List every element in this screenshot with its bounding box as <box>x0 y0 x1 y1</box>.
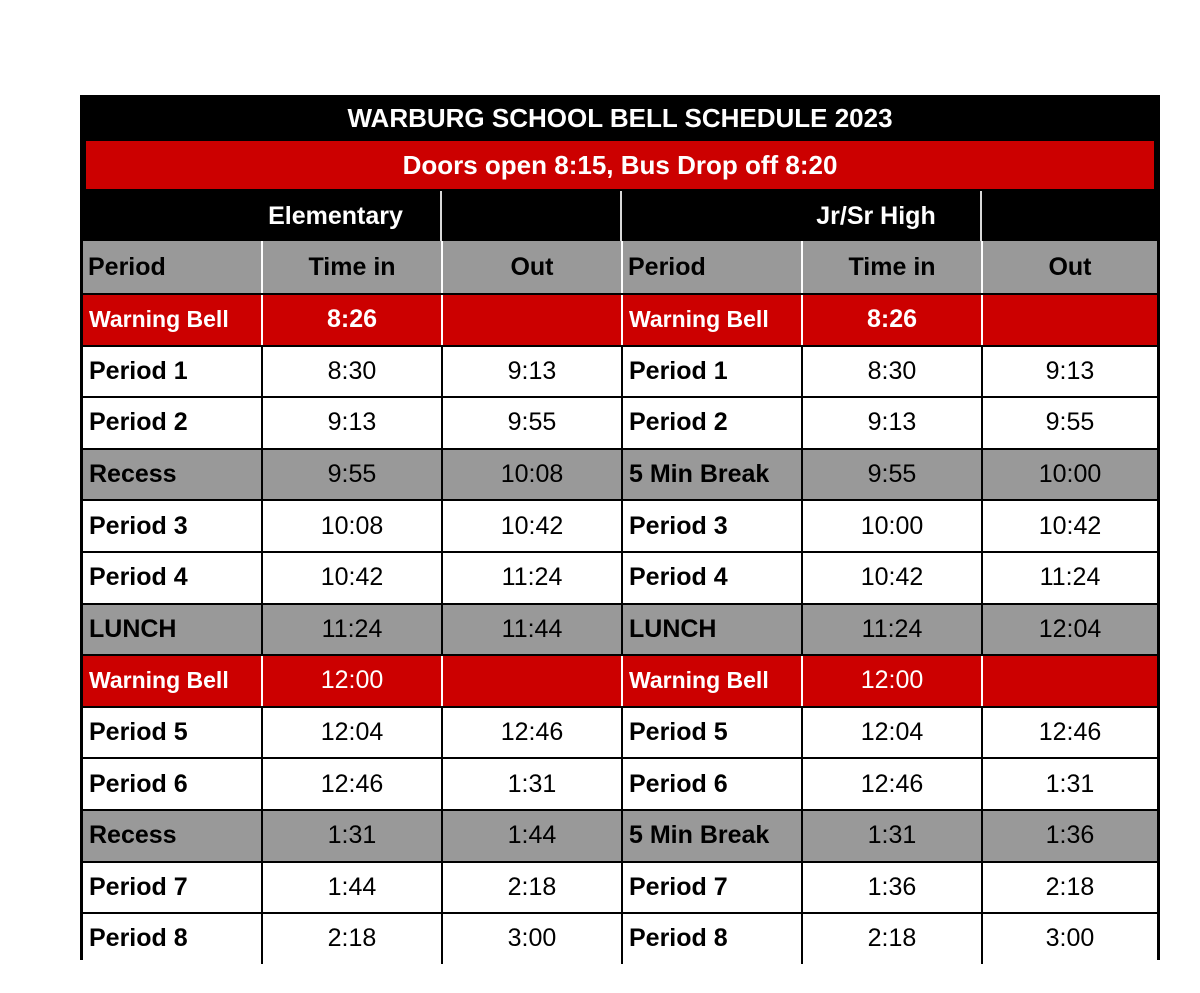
cell-jrsr-period: Warning Bell <box>621 656 801 706</box>
cell-elem-period: Period 4 <box>89 563 188 592</box>
cell-elem-time-in: 9:55 <box>261 450 441 500</box>
schedule-row <box>83 654 1157 706</box>
elementary-label: Elementary <box>268 201 403 230</box>
cell-jrsr-time-in: 2:18 <box>801 914 981 964</box>
level-header-row <box>83 191 1157 241</box>
bell-schedule-table <box>80 95 1160 960</box>
cell-jrsr-period: Period 2 <box>621 398 801 448</box>
schedule-row <box>83 345 1157 397</box>
doors-open-banner: Doors open 8:15, Bus Drop off 8:20 <box>86 141 1154 189</box>
cell-jrsr-time-in: 1:31 <box>801 811 981 861</box>
schedule-row <box>83 603 1157 655</box>
cell-elem-period: Period 3 <box>89 511 188 540</box>
cell-elem-out: 3:00 <box>441 914 621 964</box>
cell-jrsr-out: 1:31 <box>981 759 1157 809</box>
column-header-period: Period <box>88 252 166 281</box>
cell-elem-out: 10:08 <box>441 450 621 500</box>
cell-jrsr-time-in: 8:26 <box>801 295 981 345</box>
cell-jrsr-period: Period 3 <box>621 501 801 551</box>
cell-jrsr-time-in: 1:36 <box>801 863 981 913</box>
cell-jrsr-period: Period 7 <box>621 863 801 913</box>
cell-elem-period: Warning Bell <box>89 667 229 694</box>
cell-elem-out: 11:44 <box>441 605 621 655</box>
schedule-row <box>83 551 1157 603</box>
cell-jrsr-out: 1:36 <box>981 811 1157 861</box>
schedule-row <box>83 861 1157 913</box>
schedule-row <box>83 396 1157 448</box>
cell-jrsr-time-in: 10:00 <box>801 501 981 551</box>
cell-jrsr-period: Warning Bell <box>621 295 801 345</box>
cell-elem-time-in: 9:13 <box>261 398 441 448</box>
cell-elem-time-in: 12:04 <box>261 708 441 758</box>
level-divider <box>620 191 622 241</box>
cell-elem-out: 9:13 <box>441 347 621 397</box>
cell-jrsr-time-in: 10:42 <box>801 553 981 603</box>
cell-elem-period: Period 7 <box>89 872 188 901</box>
column-header-time-in: Time in <box>801 241 981 293</box>
cell-elem-time-in: 11:24 <box>261 605 441 655</box>
column-header-row <box>83 241 1157 293</box>
level-divider <box>440 191 442 241</box>
cell-jrsr-out: 11:24 <box>981 553 1157 603</box>
cell-jrsr-out: 10:00 <box>981 450 1157 500</box>
cell-jrsr-out: 9:13 <box>981 347 1157 397</box>
cell-elem-period: Period 6 <box>89 769 188 798</box>
cell-jrsr-period: Period 6 <box>621 759 801 809</box>
schedule-row <box>83 706 1157 758</box>
title-row <box>83 98 1157 139</box>
cell-jrsr-time-in: 8:30 <box>801 347 981 397</box>
column-header-out: Out <box>441 241 621 293</box>
cell-elem-out: 2:18 <box>441 863 621 913</box>
schedule-row <box>83 448 1157 500</box>
cell-elem-time-in: 2:18 <box>261 914 441 964</box>
cell-elem-out: 10:42 <box>441 501 621 551</box>
cell-elem-period: Recess <box>89 821 177 850</box>
cell-elem-time-in: 8:30 <box>261 347 441 397</box>
cell-elem-time-in: 1:44 <box>261 863 441 913</box>
schedule-row <box>83 912 1157 964</box>
cell-jrsr-period: 5 Min Break <box>621 811 801 861</box>
cell-elem-out: 9:55 <box>441 398 621 448</box>
cell-elem-time-in: 12:00 <box>261 656 441 706</box>
cell-elem-time-in: 1:31 <box>261 811 441 861</box>
cell-jrsr-period: Period 4 <box>621 553 801 603</box>
cell-jrsr-time-in: 9:13 <box>801 398 981 448</box>
cell-jrsr-out: 3:00 <box>981 914 1157 964</box>
cell-elem-time-in: 10:08 <box>261 501 441 551</box>
cell-jrsr-period: Period 5 <box>621 708 801 758</box>
level-divider <box>980 191 982 241</box>
schedule-row <box>83 499 1157 551</box>
cell-elem-out: 12:46 <box>441 708 621 758</box>
cell-elem-time-in: 10:42 <box>261 553 441 603</box>
schedule-title: WARBURG SCHOOL BELL SCHEDULE 2023 <box>347 103 893 133</box>
doors-row <box>83 139 1157 191</box>
cell-jrsr-time-in: 12:00 <box>801 656 981 706</box>
column-header-period: Period <box>621 241 801 293</box>
schedule-row <box>83 293 1157 345</box>
cell-jrsr-out: 9:55 <box>981 398 1157 448</box>
cell-elem-out: 1:44 <box>441 811 621 861</box>
cell-elem-period: Period 1 <box>89 356 188 385</box>
jrsr-high-label: Jr/Sr High <box>816 201 936 230</box>
cell-elem-period: Warning Bell <box>89 306 229 333</box>
cell-elem-time-in: 12:46 <box>261 759 441 809</box>
cell-jrsr-time-in: 12:46 <box>801 759 981 809</box>
cell-jrsr-period: 5 Min Break <box>621 450 801 500</box>
cell-jrsr-period: LUNCH <box>621 605 801 655</box>
cell-elem-out <box>441 295 621 345</box>
column-header-time-in: Time in <box>261 241 441 293</box>
cell-elem-period: LUNCH <box>89 614 177 643</box>
cell-jrsr-period: Period 1 <box>621 347 801 397</box>
cell-elem-out <box>441 656 621 706</box>
cell-jrsr-time-in: 11:24 <box>801 605 981 655</box>
column-header-out: Out <box>981 241 1157 293</box>
cell-elem-out: 11:24 <box>441 553 621 603</box>
cell-jrsr-period: Period 8 <box>621 914 801 964</box>
cell-jrsr-out: 10:42 <box>981 501 1157 551</box>
cell-jrsr-out: 12:46 <box>981 708 1157 758</box>
cell-elem-period: Period 2 <box>89 408 188 437</box>
cell-jrsr-time-in: 12:04 <box>801 708 981 758</box>
cell-elem-time-in: 8:26 <box>261 295 441 345</box>
cell-jrsr-time-in: 9:55 <box>801 450 981 500</box>
schedule-row <box>83 809 1157 861</box>
schedule-row <box>83 757 1157 809</box>
cell-jrsr-out: 2:18 <box>981 863 1157 913</box>
cell-jrsr-out: 12:04 <box>981 605 1157 655</box>
cell-jrsr-out <box>981 295 1157 345</box>
cell-jrsr-out <box>981 656 1157 706</box>
cell-elem-period: Recess <box>89 460 177 489</box>
cell-elem-period: Period 5 <box>89 718 188 747</box>
cell-elem-period: Period 8 <box>89 924 188 953</box>
cell-elem-out: 1:31 <box>441 759 621 809</box>
